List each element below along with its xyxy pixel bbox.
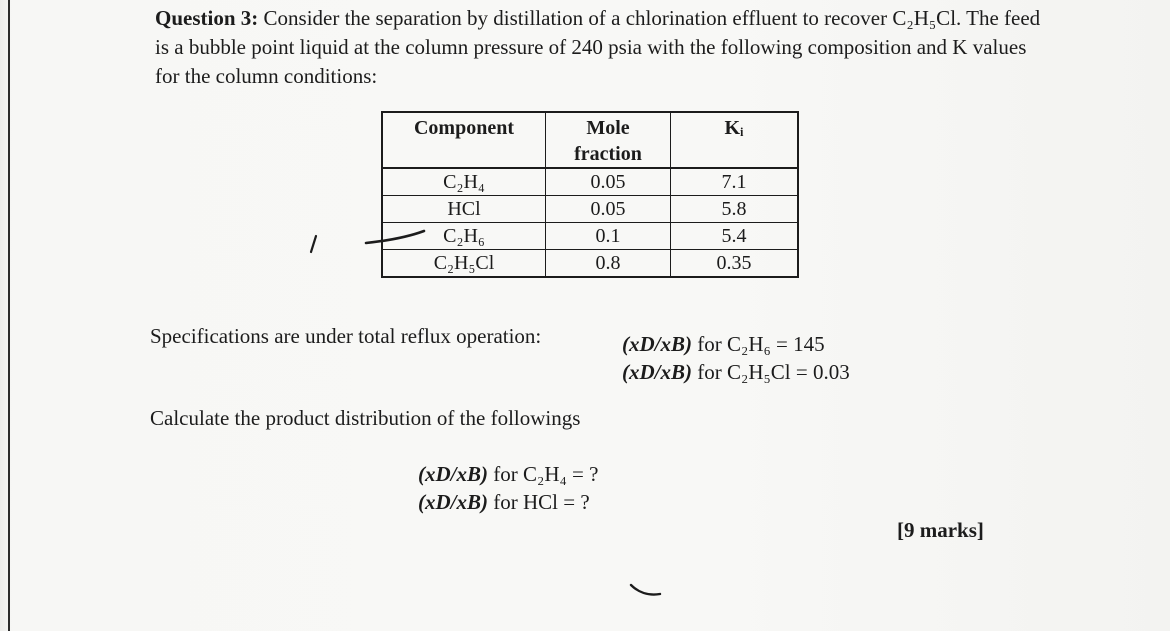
header-component: Component	[382, 112, 546, 168]
header-k-value: Kᵢ	[671, 112, 799, 168]
cell-k-value: 7.1	[671, 168, 799, 196]
spec-item-text: for C₂H₆ = 145	[697, 332, 825, 356]
ratio-symbol: (xD/xB)	[622, 360, 692, 384]
cell-k-value: 5.4	[671, 223, 799, 250]
spec-item-text: for C₂H₅Cl = 0.03	[697, 360, 850, 384]
ratio-symbol: (xD/xB)	[418, 462, 488, 486]
ratio-symbol: (xD/xB)	[622, 332, 692, 356]
calc-item-text: for HCl = ?	[493, 490, 590, 514]
cell-mole-fraction: 0.05	[546, 168, 671, 196]
cell-mole-fraction: 0.1	[546, 223, 671, 250]
marks-label: [9 marks]	[897, 518, 984, 542]
cell-component: HCl	[382, 196, 546, 223]
pen-tick-mark	[311, 236, 316, 252]
specifications-label: Specifications are under total reflux operation:	[150, 324, 542, 348]
cell-component: C₂H₆	[382, 223, 546, 250]
pen-arrow-stroke	[366, 231, 424, 243]
pen-check-mark	[631, 585, 660, 595]
cell-k-value: 5.8	[671, 196, 799, 223]
header-mole-fraction: Mole fraction	[546, 112, 671, 168]
question-label: Question 3:	[155, 6, 259, 30]
question-text: Consider the separation by distillation of a chlorination effluent to recover C₂H₅Cl. The feed is a bubble point liquid at the column pressure of 240 psia with the following composition and K values for the column conditions:	[155, 6, 1041, 88]
calculate-label: Calculate the product distribution of the followings	[150, 406, 581, 430]
calc-item-text: for C₂H₄ = ?	[493, 462, 599, 486]
cell-component: C₂H₄	[382, 168, 546, 196]
cell-mole-fraction: 0.8	[546, 250, 671, 278]
cell-component: C₂H₅Cl	[382, 250, 546, 278]
cell-k-value: 0.35	[671, 250, 799, 278]
ratio-symbol: (xD/xB)	[418, 490, 488, 514]
cell-mole-fraction: 0.05	[546, 196, 671, 223]
